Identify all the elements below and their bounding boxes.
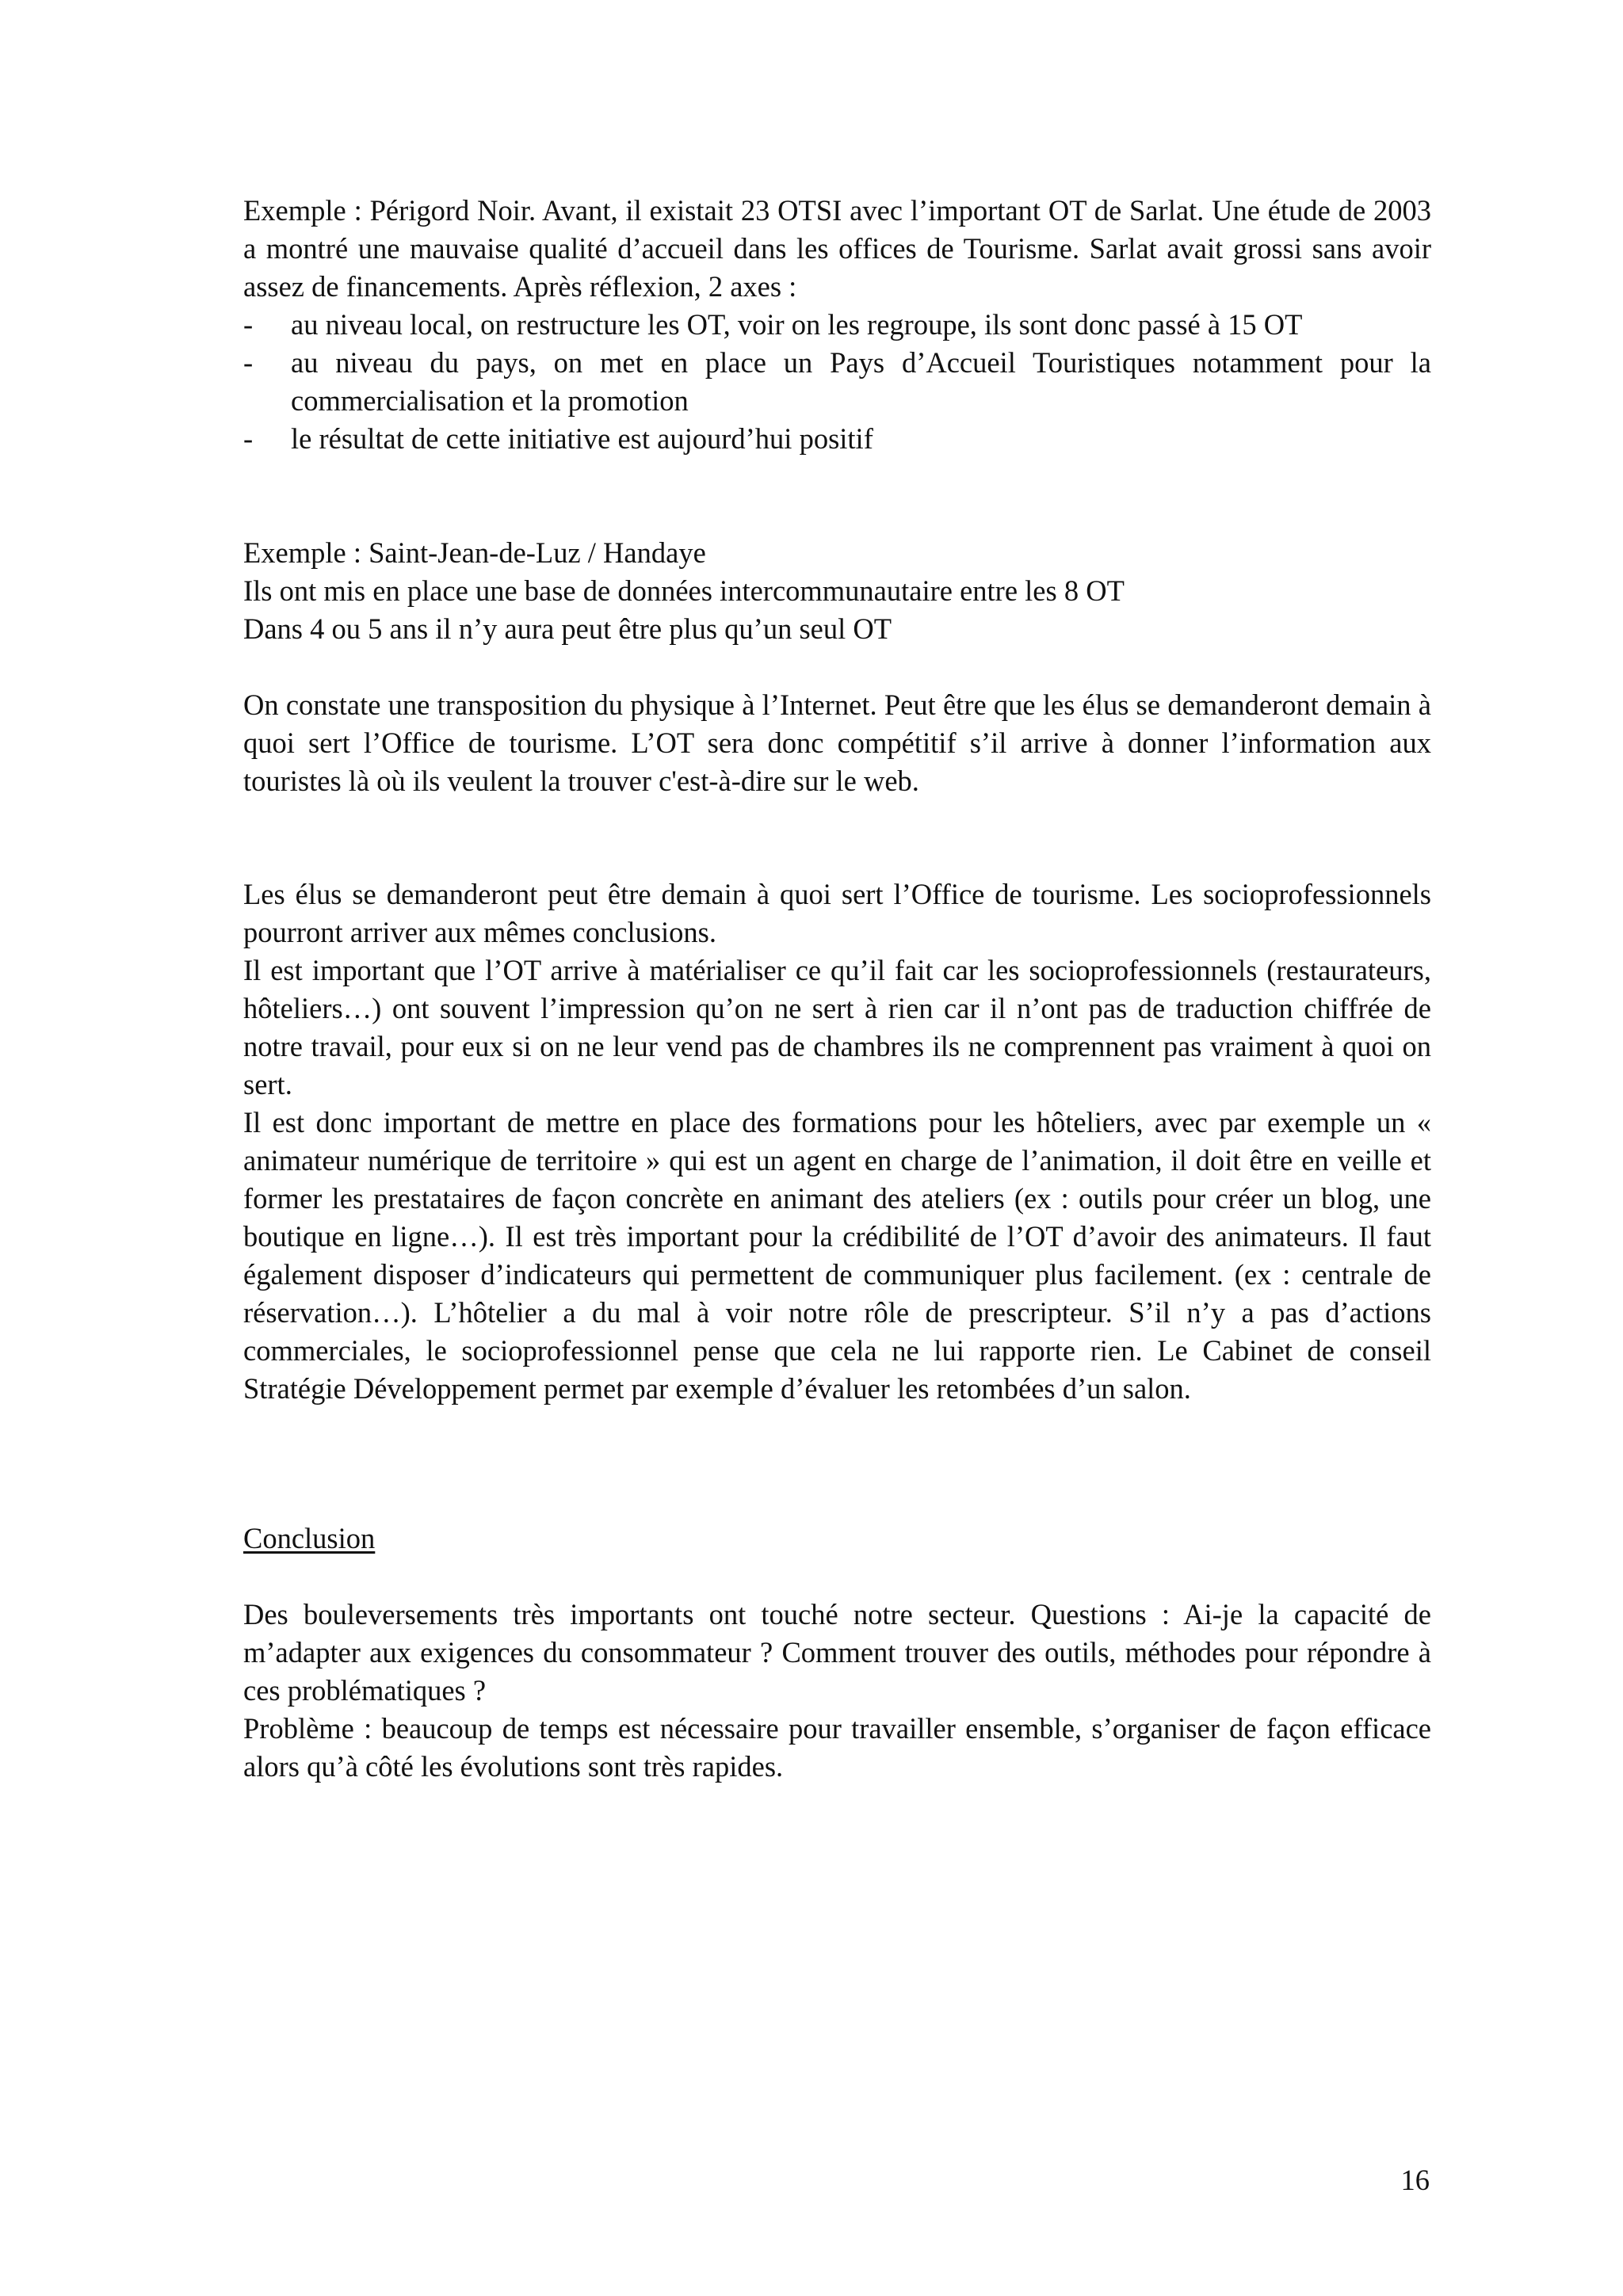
conclusion-paragraph-1: Des bouleversements très importants ont touché notre secteur. Questions : Ai-je la capacité de m’adapter aux exigences du consommateur ? Comment trouver des outils, méthodes pour répondre à ces problématiques ?: [243, 1598, 1431, 1707]
list-item-text: le résultat de cette initiative est aujourd’hui positif: [291, 422, 873, 455]
bullet-marker: -: [243, 346, 254, 379]
perigord-intro-paragraph: Exemple : Périgord Noir. Avant, il existait 23 OTSI avec l’important OT de Sarlat. Une étude de 2003 a montré une mauvaise qualité d’accueil dans les offices de Tourisme. Sarlat avait grossi sans avoir assez de financements. Après réflexion, 2 axes :: [243, 194, 1431, 303]
list-item: [243, 306, 1431, 344]
bullet-marker: -: [243, 308, 254, 341]
conclusion-heading: Conclusion: [243, 1522, 376, 1554]
list-item: [243, 344, 1431, 420]
elus-paragraph-3: Il est donc important de mettre en place des formations pour les hôteliers, avec par exemple un « animateur numérique de territoire » qui est un agent en charge de l’animation, il doit être en veille et former les prestataires de façon concrète en animant des ateliers (ex : outils pour créer un blog, une boutique en ligne…). Il est très important pour la crédibilité de l’OT d’avoir des animateurs. Il faut également disposer d’indicateurs qui permettent de communiquer plus facilement. (ex : centrale de réservation…). L’hôtelier a du mal à voir notre rôle de prescripteur. S’il n’y a pas d’actions commerciales, le socioprofessionnel pense que cela ne lui rapporte rien. Le Cabinet de conseil Stratégie Développement permet par exemple d’évaluer les retombées d’un salon.: [243, 1106, 1431, 1405]
elus-paragraph-2: Il est important que l’OT arrive à matérialiser ce qu’il fait car les socioprofessionnels (restaurateurs, hôteliers…) ont souvent l’impression qu’on ne sert à rien car il n’ont pas de traduction chiffrée de notre travail, pour eux si on ne leur vend pas de chambres ils ne comprennent pas vraiment à quoi on sert.: [243, 954, 1431, 1100]
conclusion-section: [243, 1520, 1431, 1558]
list-item-text: au niveau du pays, on met en place un Pays d’Accueil Touristiques notamment pour la commercialisation et la promotion: [291, 346, 1431, 417]
list-item: [243, 420, 1431, 458]
conclusion-body: [243, 1596, 1431, 1786]
internet-paragraph: On constate une transposition du physique à l’Internet. Peut être que les élus se demanderont demain à quoi sert l’Office de tourisme. L’OT sera donc compétitif s’il arrive à donner l’information aux touristes là où ils veulent la trouver c'est-à-dire sur le web.: [243, 688, 1431, 797]
elus-section: [243, 875, 1431, 1408]
stjean-example-section: [243, 534, 1431, 648]
stjean-line: Exemple : Saint-Jean-de-Luz / Handaye: [243, 536, 706, 569]
internet-section: [243, 686, 1431, 800]
perigord-axes-list: [243, 306, 1431, 458]
bullet-marker: -: [243, 422, 254, 455]
perigord-example-section: [243, 192, 1431, 458]
elus-paragraph-1: Les élus se demanderont peut être demain à quoi sert l’Office de tourisme. Les socioprofessionnels pourront arriver aux mêmes conclusions.: [243, 878, 1431, 948]
page-number: 16: [1400, 2164, 1430, 2196]
conclusion-paragraph-2: Problème : beaucoup de temps est nécessaire pour travailler ensemble, s’organiser de façon efficace alors qu’à côté les évolutions sont très rapides.: [243, 1712, 1431, 1783]
stjean-line: Dans 4 ou 5 ans il n’y aura peut être plus qu’un seul OT: [243, 612, 892, 645]
stjean-line: Ils ont mis en place une base de données intercommunautaire entre les 8 OT: [243, 574, 1125, 607]
list-item-text: au niveau local, on restructure les OT, voir on les regroupe, ils sont donc passé à 15 OT: [291, 308, 1303, 341]
